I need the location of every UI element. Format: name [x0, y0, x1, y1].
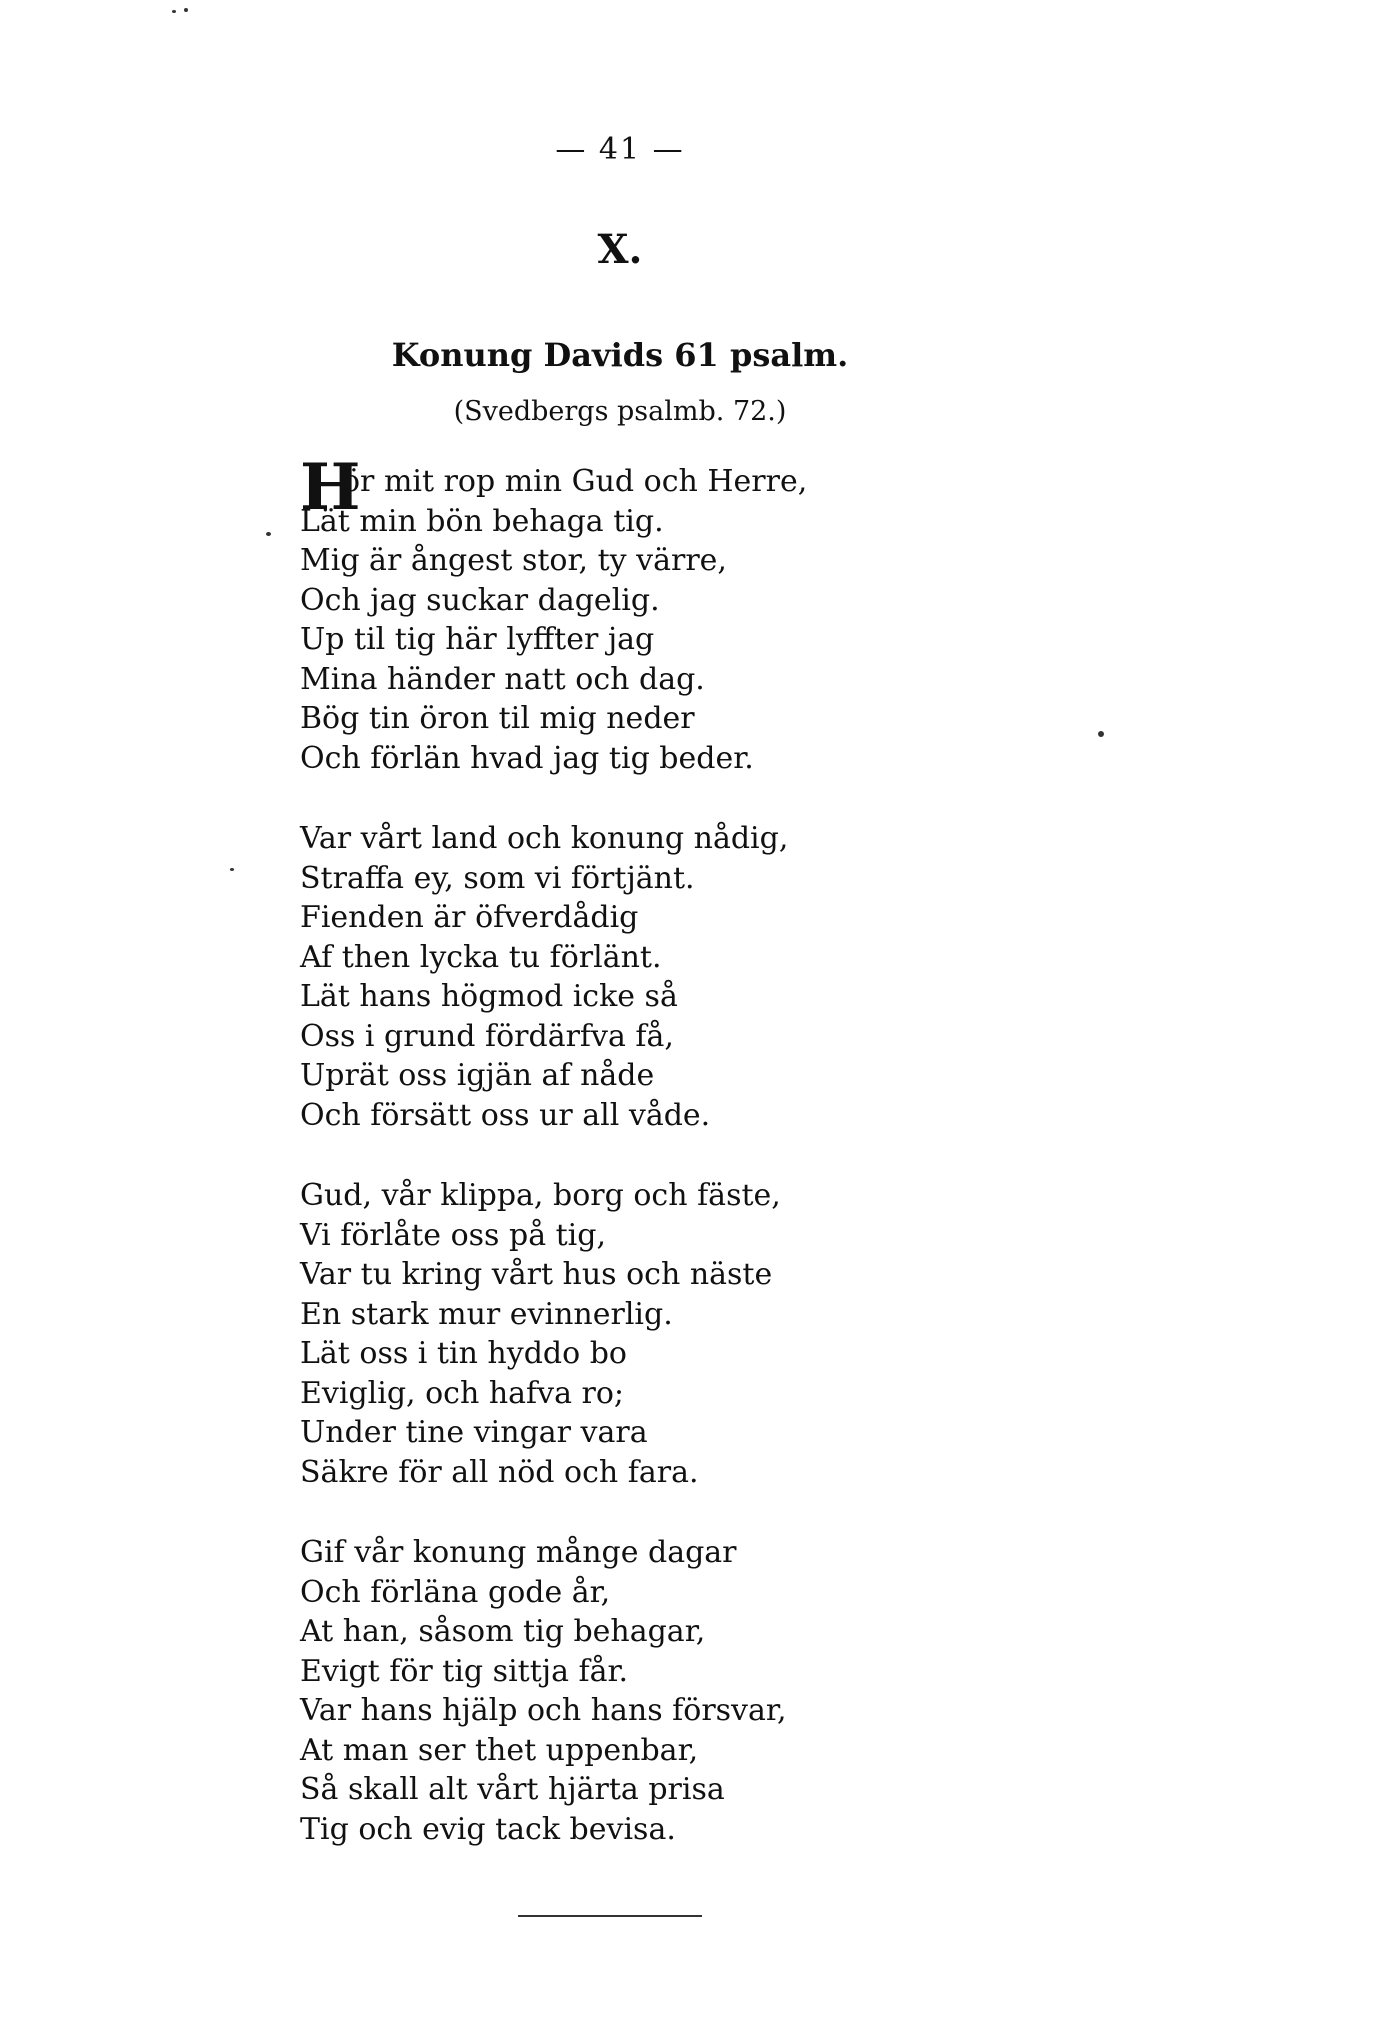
poem-line: Var hans hjälp och hans försvar,: [300, 1693, 787, 1728]
stanza-1: [300, 450, 1200, 778]
poem-line: Evigt för tig sittja får.: [300, 1653, 629, 1689]
poem-line: Gud, vår klippa, borg och fäste,: [300, 1178, 781, 1213]
poem-line: Bög tin öron til mig neder: [300, 701, 695, 736]
poem-line: Tig och evig tack bevisa.: [300, 1811, 676, 1847]
stanza-4: [300, 1533, 1200, 1849]
stanza-3: [300, 1176, 1200, 1492]
page-number: — 41 —: [555, 132, 685, 167]
psalm-reference: (Svedbergs psalmb. 72.): [453, 396, 787, 427]
poem-line: At man ser thet uppenbar,: [300, 1732, 699, 1768]
psalm-title: Konung Davids 61 psalm.: [391, 336, 849, 374]
poem-line-text: ör mit rop min Gud och Herre,: [342, 464, 808, 499]
print-speck: [266, 532, 271, 536]
poem-line: Lät min bön behaga tig.: [300, 503, 664, 539]
poem-line: Och försätt oss ur all våde.: [300, 1097, 711, 1133]
poem-line: Var tu kring vårt hus och näste: [300, 1257, 773, 1292]
print-speck: [172, 10, 176, 13]
end-rule: [518, 1915, 702, 1917]
section-numeral: X.: [597, 226, 643, 273]
poem-line: Mina händer natt och dag.: [300, 661, 705, 697]
poem-line: Lät oss i tin hyddo bo: [300, 1336, 627, 1371]
poem-line: Uprät oss igjän af nåde: [300, 1058, 655, 1093]
poem-line: Vi förlåte oss på tig,: [300, 1217, 607, 1253]
print-speck: [230, 868, 234, 871]
poem-line: En stark mur evinnerlig.: [300, 1296, 673, 1332]
print-speck: [184, 8, 188, 12]
poem-line: Säkre för all nöd och fara.: [300, 1454, 699, 1490]
poem-line: At han, såsom tig behagar,: [300, 1614, 706, 1649]
poem-line: Under tine vingar vara: [300, 1415, 648, 1450]
poem-line: Och förläna gode år,: [300, 1574, 611, 1610]
drop-cap: H: [300, 450, 361, 525]
stanza-2: [300, 819, 1200, 1135]
poem-line: Up til tig här lyffter jag: [300, 622, 655, 657]
poem-line: Och jag suckar dagelig.: [300, 582, 660, 618]
poem-line: Eviglig, och hafva ro;: [300, 1375, 625, 1411]
poem-line: Lät hans högmod icke så: [300, 979, 678, 1014]
poem-line: Af then lycka tu förlänt.: [300, 939, 662, 975]
poem-line: Var vårt land och konung nådig,: [300, 821, 789, 856]
poem-line: Och förlän hvad jag tig beder.: [300, 740, 754, 776]
poem-line: Fienden är öfverdådig: [300, 900, 639, 935]
poem-line: Gif vår konung månge dagar: [300, 1535, 737, 1570]
poem-line: Oss i grund fördärfva få,: [300, 1018, 674, 1054]
poem-line: Mig är ångest stor, ty värre,: [300, 543, 727, 578]
poem-body: [300, 450, 1200, 1890]
print-speck: [1098, 731, 1104, 737]
poem-line: Så skall alt vårt hjärta prisa: [300, 1772, 725, 1807]
poem-line: Straffa ey, som vi förtjänt.: [300, 860, 695, 896]
